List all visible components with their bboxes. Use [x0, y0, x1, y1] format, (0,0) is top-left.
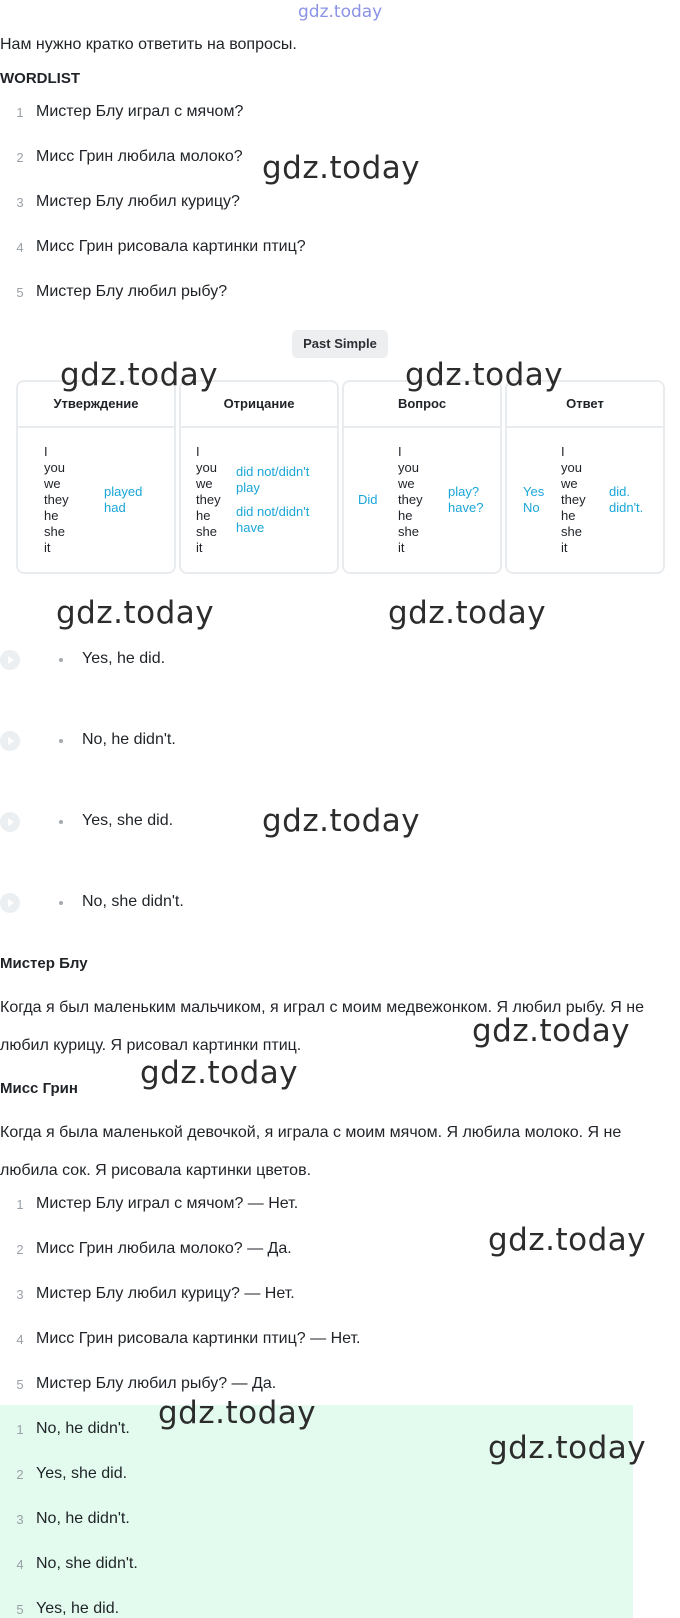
list-number: 1	[16, 1422, 24, 1437]
bullet-icon	[59, 739, 63, 743]
story-heading: Мисс Грин	[0, 1080, 78, 1097]
auxiliary-verb: Did	[358, 492, 378, 507]
list-item: Мистер Блу любил курицу? — Нет.	[36, 1285, 295, 1302]
list-item: No, she didn't.	[36, 1555, 138, 1572]
card-title: Утверждение	[18, 382, 174, 428]
list-number: 3	[16, 195, 24, 210]
watermark: gdz.today	[262, 803, 421, 839]
pronoun-list: I you we they he she it	[398, 444, 423, 555]
watermark: gdz.today	[140, 1055, 299, 1091]
wordlist-heading: WORDLIST	[0, 70, 80, 87]
watermark: gdz.today	[158, 1395, 317, 1431]
list-item: Мистер Блу любил курицу?	[36, 193, 240, 210]
story-heading: Мистер Блу	[0, 955, 88, 972]
grammar-card-negative	[179, 380, 339, 574]
watermark: gdz.today	[388, 595, 547, 631]
watermark: gdz.today	[405, 357, 564, 393]
list-number: 4	[16, 1557, 24, 1572]
list-item: Мистер Блу играл с мячом? — Нет.	[36, 1195, 299, 1212]
list-number: 5	[16, 285, 24, 300]
audio-answer-text: No, he didn't.	[82, 731, 176, 748]
list-number: 3	[16, 1512, 24, 1527]
bullet-icon	[59, 658, 63, 662]
pronoun-list: I you we they he she it	[561, 444, 586, 555]
verb-forms: play? have?	[448, 484, 484, 515]
watermark: gdz.today	[60, 357, 219, 393]
list-item: No, he didn't.	[36, 1510, 130, 1527]
watermark-top: gdz.today	[298, 2, 383, 22]
grammar-card-answer	[505, 380, 665, 574]
list-item: Мисс Грин рисовала картинки птиц?	[36, 238, 306, 255]
list-number: 2	[16, 150, 24, 165]
list-number: 4	[16, 1332, 24, 1347]
play-icon[interactable]	[0, 812, 20, 832]
list-item: Мисс Грин рисовала картинки птиц? — Нет.	[36, 1330, 361, 1347]
audio-answer-text: No, she didn't.	[82, 893, 184, 910]
watermark: gdz.today	[488, 1430, 647, 1466]
list-item: Мисс Грин любила молоко?	[36, 148, 243, 165]
verb-forms: did. didn't.	[609, 484, 644, 515]
watermark: gdz.today	[472, 1013, 631, 1049]
list-number: 3	[16, 1287, 24, 1302]
card-title: Вопрос	[344, 382, 500, 428]
play-icon[interactable]	[0, 731, 20, 751]
audio-answer-text: Yes, she did.	[82, 812, 174, 829]
list-number: 1	[16, 105, 24, 120]
list-number: 2	[16, 1467, 24, 1482]
list-item: Yes, he did.	[36, 1600, 120, 1617]
card-title: Отрицание	[181, 382, 337, 428]
list-item: Мистер Блу любил рыбу?	[36, 283, 228, 300]
list-number: 1	[16, 1197, 24, 1212]
intro-text: Нам нужно кратко ответить на вопросы.	[0, 36, 297, 53]
audio-answer-row	[0, 891, 680, 915]
list-item: Мистер Блу играл с мячом?	[36, 103, 244, 120]
watermark: gdz.today	[488, 1222, 647, 1258]
verb-forms: did not/didn't play	[236, 464, 310, 495]
watermark: gdz.today	[262, 150, 421, 186]
list-item: Мистер Блу любил рыбу? — Да.	[36, 1375, 277, 1392]
list-item: Мисс Грин любила молоко? — Да.	[36, 1240, 292, 1257]
play-icon[interactable]	[0, 893, 20, 913]
pronoun-list: I you we they he she it	[196, 444, 221, 555]
list-item: Yes, she did.	[36, 1465, 128, 1482]
list-number: 2	[16, 1242, 24, 1257]
grammar-card-affirmative	[16, 380, 176, 574]
story-text: Когда я был маленьким мальчиком, я играл с моим медвежонком. Я любил рыбу. Я не любил курицу. Я рисовал картинки птиц.	[0, 999, 644, 1054]
list-number: 5	[16, 1602, 24, 1617]
list-number: 4	[16, 240, 24, 255]
card-title: Ответ	[507, 382, 663, 428]
watermark: gdz.today	[56, 595, 215, 631]
story-text: Когда я была маленькой девочкой, я играла с моим мячом. Я любила молоко. Я не любила сок. Я рисовала картинки цветов.	[0, 1124, 622, 1179]
grammar-card-question	[342, 380, 502, 574]
list-item: No, he didn't.	[36, 1420, 130, 1437]
bullet-icon	[59, 820, 63, 824]
verb-forms: played had	[104, 484, 143, 515]
grammar-tag: Past Simple	[292, 330, 388, 358]
verb-forms: did not/didn't have	[236, 504, 310, 535]
bullet-icon	[59, 901, 63, 905]
play-icon[interactable]	[0, 650, 20, 670]
list-number: 5	[16, 1377, 24, 1392]
audio-answer-text: Yes, he did.	[82, 650, 166, 667]
audio-answer-row	[0, 729, 680, 753]
pronoun-list: I you we they he she it	[44, 444, 69, 555]
audio-answer-row	[0, 648, 680, 672]
yes-no: Yes No	[523, 484, 545, 515]
